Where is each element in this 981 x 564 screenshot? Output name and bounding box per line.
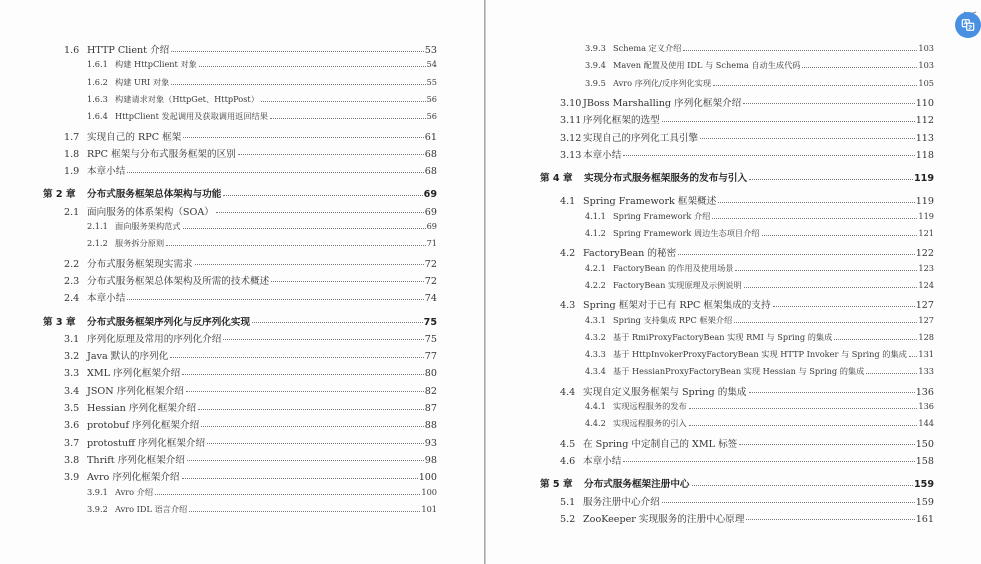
- toc-title: 实现分布式服务框架服务的发布与引入: [584, 173, 748, 185]
- toc-leader: [195, 264, 424, 265]
- toc-leader: [762, 235, 918, 236]
- toc-number: 3.4: [64, 385, 80, 397]
- toc-leader: [692, 485, 913, 486]
- toc-title: 实现远程服务的发布: [613, 401, 687, 411]
- toc-title: 实现自己的 RPC 框架: [87, 131, 182, 143]
- toc-number: 3.1: [64, 333, 80, 345]
- toc-entry[interactable]: [560, 112, 934, 126]
- toc-leader: [171, 51, 424, 52]
- toc-title: 构建 HttpClient 对象: [115, 59, 197, 70]
- toc-entry[interactable]: [585, 332, 934, 343]
- toc-page-number: 88: [424, 420, 437, 432]
- toc-entry[interactable]: [64, 129, 437, 143]
- toc-chapter[interactable]: [43, 186, 437, 200]
- toc-number: 4.4.2: [585, 418, 606, 429]
- toc-page-number: 124: [918, 279, 934, 290]
- toc-leader: [171, 84, 425, 85]
- toc-leader: [182, 478, 418, 479]
- toc-entry[interactable]: [560, 494, 934, 508]
- toc-number: 第 5 章: [540, 479, 573, 491]
- toc-number: 3.8: [64, 454, 80, 466]
- toc-entry[interactable]: [64, 204, 437, 218]
- toc-entry[interactable]: [560, 453, 934, 467]
- toc-entry[interactable]: [560, 147, 934, 161]
- toc-number: 3.2: [64, 351, 80, 363]
- toc-title: 面向服务架构范式: [115, 221, 181, 231]
- toc-page-number: 98: [424, 454, 437, 466]
- toc-title: 本章小结: [583, 149, 622, 161]
- toc-page-number: 123: [918, 262, 934, 273]
- toc-number: 4.2: [560, 248, 576, 260]
- toc-entry[interactable]: [87, 238, 437, 249]
- toc-page-number: 113: [915, 132, 934, 144]
- toc-leader: [170, 357, 423, 358]
- toc-number: 3.9.2: [87, 503, 108, 514]
- toc-number: 3.5: [64, 403, 80, 414]
- toc-title: 分布式服务框架总体架构及所需的技术概述: [87, 275, 270, 287]
- toc-entry[interactable]: [560, 436, 934, 450]
- toc-page-number: 103: [918, 43, 934, 53]
- toc-leader: [749, 392, 915, 393]
- toc-leader: [678, 254, 914, 255]
- toc-entry[interactable]: [585, 349, 934, 360]
- toc-number: 2.2: [64, 258, 80, 270]
- toc-leader: [623, 155, 914, 156]
- toc-leader: [238, 154, 424, 155]
- toc-entry[interactable]: [64, 256, 437, 270]
- toc-entry[interactable]: [560, 384, 934, 398]
- toc-title: protobuf 序列化框架介绍: [87, 420, 200, 432]
- toc-number: 1.8: [64, 148, 80, 160]
- toc-number: 1.6.1: [87, 59, 108, 70]
- top-edge-mark: [960, 0, 980, 4]
- toc-number: 3.10: [560, 97, 582, 109]
- toc-page-number: 161: [915, 513, 934, 525]
- toc-number: 2.1.1: [87, 221, 108, 231]
- toc-title: FactoryBean 的秘密: [583, 248, 677, 260]
- toc-entry[interactable]: [560, 511, 934, 525]
- toc-number: 2.3: [64, 275, 80, 287]
- toc-entry[interactable]: [585, 43, 934, 54]
- toc-entry[interactable]: [64, 383, 437, 397]
- toc-leader: [166, 245, 425, 246]
- toc-page-number: 128: [918, 331, 934, 342]
- toc-title: Spring Framework 框架概述: [583, 196, 717, 208]
- toc-page-number: 118: [915, 149, 934, 161]
- toc-entry[interactable]: [560, 130, 934, 144]
- toc-entry[interactable]: [560, 193, 934, 207]
- toc-title: 本章小结: [87, 293, 126, 305]
- toc-entry[interactable]: [87, 504, 437, 515]
- toc-page-number: 150: [915, 438, 934, 450]
- toc-number: 4.1: [560, 196, 576, 208]
- toc-entry[interactable]: [64, 273, 437, 287]
- toc-number: 3.11: [560, 115, 582, 127]
- toc-entry[interactable]: [87, 221, 437, 232]
- toc-page-number: 159: [913, 479, 934, 491]
- toc-leader: [186, 391, 424, 392]
- toc-title: 基于 HttpInvokerProxyFactoryBean 实现 HTTP Invoker 与 Spring 的集成: [613, 349, 907, 360]
- toc-title: 实现自定义服务框架与 Spring 的集成: [583, 386, 747, 398]
- toc-entry[interactable]: [585, 263, 934, 274]
- toc-page-number: 56: [426, 111, 437, 122]
- toc-number: 1.6.3: [87, 93, 108, 104]
- toc-title: Hessian 序列化框架介绍: [87, 403, 197, 414]
- toc-page-number: 158: [915, 455, 934, 467]
- toc-leader: [261, 101, 426, 102]
- toc-page-number: 75: [423, 316, 437, 328]
- toc-title: Avro 序列化/反序列化实现: [613, 77, 712, 88]
- toc-number: 4.4: [560, 386, 576, 398]
- toc-entry[interactable]: [87, 59, 437, 70]
- toc-leader: [689, 425, 918, 426]
- toc-page-number: 122: [915, 248, 934, 260]
- toc-entry[interactable]: [585, 228, 934, 239]
- toc-title: 序列化原理及常用的序列化介绍: [87, 333, 222, 345]
- toc-leader: [223, 339, 423, 340]
- toc-page-number: 121: [918, 228, 934, 238]
- toc-leader: [183, 137, 424, 138]
- toc-page-number: 82: [424, 385, 437, 397]
- toc-leader: [683, 50, 917, 51]
- toc-title: 分布式服务框架总体架构与功能: [87, 189, 222, 201]
- toc-entry[interactable]: [585, 418, 934, 429]
- toc-page-number: 77: [424, 351, 437, 363]
- toc-entry[interactable]: [87, 487, 437, 498]
- toc-page-number: 61: [424, 131, 437, 143]
- toc-leader: [662, 502, 915, 503]
- toc-entry[interactable]: [64, 146, 437, 160]
- toc-title: JSON 序列化框架介绍: [87, 385, 184, 397]
- toc-title: 在 Spring 中定制自己的 XML 标签: [583, 438, 738, 450]
- toc-page-number: 71: [426, 238, 437, 249]
- toc-number: 3.12: [560, 132, 582, 144]
- toc-leader: [189, 511, 420, 512]
- toc-title: 服务注册中心介绍: [583, 496, 660, 508]
- toc-entry[interactable]: [560, 297, 934, 311]
- toc-leader: [739, 444, 914, 445]
- toc-number: 第 4 章: [540, 173, 573, 185]
- toc-page-number: 72: [424, 275, 437, 287]
- toc-page-number: 136: [915, 386, 934, 398]
- toc-page-number: 119: [918, 210, 934, 221]
- toc-leader: [866, 373, 917, 374]
- toc-page-number: 105: [918, 77, 934, 88]
- toc-number: 4.6: [560, 455, 576, 467]
- toc-entry[interactable]: [64, 452, 437, 466]
- toc-leader: [749, 179, 913, 180]
- toc-title: 分布式服务框架注册中心: [584, 479, 690, 491]
- toc-number: 2.1: [64, 206, 80, 218]
- toc-entry[interactable]: [64, 331, 437, 345]
- toc-entry[interactable]: [64, 469, 437, 483]
- toc-title: Avro IDL 语言介绍: [115, 503, 188, 514]
- toc-page-number: 56: [426, 93, 437, 104]
- toc-number: 4.5: [560, 438, 576, 450]
- toc-title: ZooKeeper 实现服务的注册中心原理: [583, 513, 745, 525]
- toc-page-number: 110: [915, 97, 934, 109]
- toc-number: 3.9.1: [87, 486, 108, 497]
- toc-number: 3.9.3: [585, 43, 606, 53]
- toc-number: 4.2.1: [585, 262, 606, 273]
- toc-title: RPC 框架与分布式服务框架的区别: [87, 148, 236, 160]
- toc-number: 3.9: [64, 472, 80, 484]
- toc-leader: [187, 460, 424, 461]
- toc-title: 构建请求对象（HttpGet、HttpPost）: [115, 93, 259, 104]
- toc-title: Avro 序列化框架介绍: [87, 472, 180, 484]
- toc-leader: [623, 461, 914, 462]
- toc-leader: [198, 409, 424, 410]
- toc-entry[interactable]: [64, 417, 437, 431]
- toc-page-number: 101: [421, 503, 437, 514]
- toc-leader: [201, 426, 424, 427]
- toc-entry[interactable]: [585, 366, 934, 377]
- toc-entry[interactable]: [585, 315, 934, 326]
- toc-title: 构建 URI 对象: [115, 76, 170, 87]
- toc-number: 3.7: [64, 437, 80, 449]
- toc-title: HTTP Client 介绍: [87, 45, 170, 56]
- toc-leader: [909, 356, 918, 357]
- toc-page-number: 112: [915, 115, 934, 127]
- toc-page-number: 69: [424, 206, 437, 218]
- toc-chapter[interactable]: [540, 170, 934, 184]
- toc-number: 4.3.3: [585, 349, 606, 360]
- toc-number: 1.6.4: [87, 111, 108, 122]
- toc-page-number: 103: [918, 60, 934, 71]
- toc-title: 分布式服务框架现实需求: [87, 258, 193, 270]
- toc-number: 2.1.2: [87, 238, 108, 249]
- toc-number: 3.9.5: [585, 77, 606, 88]
- toc-number: 4.4.1: [585, 401, 606, 411]
- toc-page-number: 68: [424, 166, 437, 178]
- toc-title: Spring Framework 介绍: [613, 210, 711, 221]
- toc-leader: [252, 322, 423, 323]
- translate-glyph-icon: [961, 18, 975, 32]
- toc-entry[interactable]: [560, 95, 934, 109]
- toc-page-number: 75: [424, 333, 437, 345]
- toc-page-number: 127: [918, 314, 934, 325]
- toc-entry[interactable]: [585, 401, 934, 412]
- toc-number: 3.13: [560, 149, 582, 161]
- toc-number: 1.7: [64, 131, 80, 143]
- toc-leader: [834, 339, 917, 340]
- toc-number: 第 2 章: [43, 189, 76, 201]
- toc-entry[interactable]: [64, 348, 437, 362]
- toc-page-number: 100: [421, 486, 437, 497]
- toc-entry[interactable]: [560, 245, 934, 259]
- toc-number: 2.4: [64, 293, 80, 305]
- toc-number: 5.1: [560, 496, 576, 508]
- toc-number: 第 3 章: [43, 316, 76, 328]
- toc-number: 4.1.2: [585, 228, 606, 238]
- toc-entry[interactable]: [64, 290, 437, 304]
- toc-page-number: 87: [424, 403, 437, 414]
- toc-page-number: 69: [423, 189, 437, 201]
- toc-title: FactoryBean 的作用及使用场景: [613, 262, 734, 273]
- toc-leader: [746, 519, 914, 520]
- toc-page-number: 69: [426, 221, 437, 231]
- toc-page-number: 127: [915, 300, 934, 312]
- toc-leader: [700, 138, 915, 139]
- toc-entry[interactable]: [64, 365, 437, 379]
- toc-leader: [744, 287, 918, 288]
- toc-entry[interactable]: [585, 211, 934, 222]
- toc-number: 3.9.4: [585, 60, 606, 71]
- toc-title: FactoryBean 实现原理及示例说明: [613, 279, 742, 290]
- toc-title: Thrift 序列化框架介绍: [87, 454, 185, 466]
- toc-number: 4.2.2: [585, 279, 606, 290]
- toc-page-number: 54: [426, 59, 437, 70]
- toc-leader: [127, 299, 423, 300]
- toc-number: 4.3.1: [585, 314, 606, 325]
- toc-title: Spring 支持集成 RPC 框架介绍: [613, 314, 733, 325]
- toc-page-number: 80: [424, 368, 437, 380]
- toc-title: Spring Framework 周边生态项目介绍: [613, 228, 760, 238]
- toc-leader: [199, 66, 426, 67]
- toc-leader: [223, 195, 422, 196]
- toc-title: JBoss Marshalling 序列化框架介绍: [583, 97, 742, 109]
- toc-title: 实现远程服务的引入: [613, 418, 687, 429]
- toc-title: Schema 定义介绍: [613, 43, 682, 53]
- toc-title: 服务拆分原则: [115, 238, 165, 249]
- toc-entry[interactable]: [87, 77, 437, 88]
- toc-entry[interactable]: [585, 280, 934, 291]
- toc-number: 4.3.2: [585, 331, 606, 342]
- toc-entry[interactable]: [64, 163, 437, 177]
- toc-page-number: 72: [424, 258, 437, 270]
- toc-leader: [207, 443, 424, 444]
- toc-entry[interactable]: [87, 94, 437, 105]
- toc-page-number: 55: [426, 76, 437, 87]
- toc-entry[interactable]: [64, 42, 437, 56]
- toc-title: 本章小结: [583, 455, 622, 467]
- toc-leader: [712, 218, 917, 219]
- toc-title: HttpClient 发起调用及获取调用返回结果: [115, 111, 268, 122]
- toc-page-number: 119: [915, 196, 934, 208]
- toc-chapter[interactable]: [540, 476, 934, 490]
- toc-title: protostuff 序列化框架介绍: [87, 437, 206, 449]
- toc-number: 1.9: [64, 166, 80, 178]
- toc-leader: [271, 281, 424, 282]
- toc-title: 基于 HessianProxyFactoryBean 实现 Hessian 与 Spring 的集成: [613, 366, 865, 377]
- toc-leader: [270, 118, 426, 119]
- toc-page-number: 119: [913, 173, 934, 185]
- toc-entry[interactable]: [585, 78, 934, 89]
- toc-leader: [182, 374, 424, 375]
- toc-title: Avro 介绍: [115, 486, 154, 497]
- toc-page-number: 53: [424, 45, 437, 56]
- toc-number: 3.6: [64, 420, 80, 432]
- toc-leader: [155, 494, 420, 495]
- toc-page-number: 93: [424, 437, 437, 449]
- toc-title: 本章小结: [87, 166, 126, 178]
- toc-title: 基于 RmiProxyFactoryBean 实现 RMI 与 Spring 的集成: [613, 331, 833, 342]
- toc-number: 1.6: [64, 45, 80, 56]
- toc-page-number: 100: [418, 472, 437, 484]
- toc-leader: [713, 85, 917, 86]
- toc-page-number: 136: [918, 401, 934, 411]
- toc-entry[interactable]: [87, 111, 437, 122]
- toc-leader: [127, 172, 423, 173]
- left-page: [0, 0, 484, 564]
- toc-chapter[interactable]: [43, 314, 437, 328]
- toc-number: 1.6.2: [87, 76, 108, 87]
- toc-leader: [743, 103, 914, 104]
- toc-entry[interactable]: [64, 400, 437, 414]
- toc-leader: [802, 67, 917, 68]
- toc-page-number: 159: [915, 496, 934, 508]
- toc-leader: [773, 306, 915, 307]
- toc-title: 分布式服务框架序列化与反序列化实现: [87, 316, 251, 328]
- toc-leader: [689, 408, 918, 409]
- translate-icon[interactable]: [955, 12, 981, 38]
- toc-title: 面向服务的体系架构（SOA）: [87, 206, 214, 218]
- toc-page-number: 144: [918, 418, 934, 429]
- toc-number: 4.1.1: [585, 210, 606, 221]
- toc-title: Java 默认的序列化: [87, 351, 169, 363]
- right-page: [486, 0, 981, 564]
- toc-number: 3.3: [64, 368, 80, 380]
- toc-entry[interactable]: [585, 60, 934, 71]
- toc-entry[interactable]: [64, 435, 437, 449]
- toc-leader: [216, 212, 424, 213]
- toc-leader: [183, 228, 426, 229]
- toc-leader: [735, 270, 917, 271]
- toc-number: 5.2: [560, 513, 576, 525]
- toc-page-number: 133: [918, 366, 934, 377]
- toc-page-number: 68: [424, 148, 437, 160]
- toc-number: 4.3: [560, 300, 576, 312]
- toc-title: Spring 框架对于已有 RPC 框架集成的支持: [583, 300, 771, 312]
- toc-leader: [718, 202, 914, 203]
- toc-title: Maven 配置及使用 IDL 与 Schema 自动生成代码: [613, 60, 801, 71]
- toc-title: 序列化框架的选型: [583, 115, 660, 127]
- toc-title: 实现自己的序列化工具引擎: [583, 132, 699, 144]
- toc-page-number: 131: [918, 349, 934, 360]
- toc-page-number: 74: [424, 293, 437, 305]
- toc-number: 4.3.4: [585, 366, 606, 377]
- toc-leader: [734, 322, 917, 323]
- toc-leader: [662, 121, 915, 122]
- toc-title: XML 序列化框架介绍: [87, 368, 181, 380]
